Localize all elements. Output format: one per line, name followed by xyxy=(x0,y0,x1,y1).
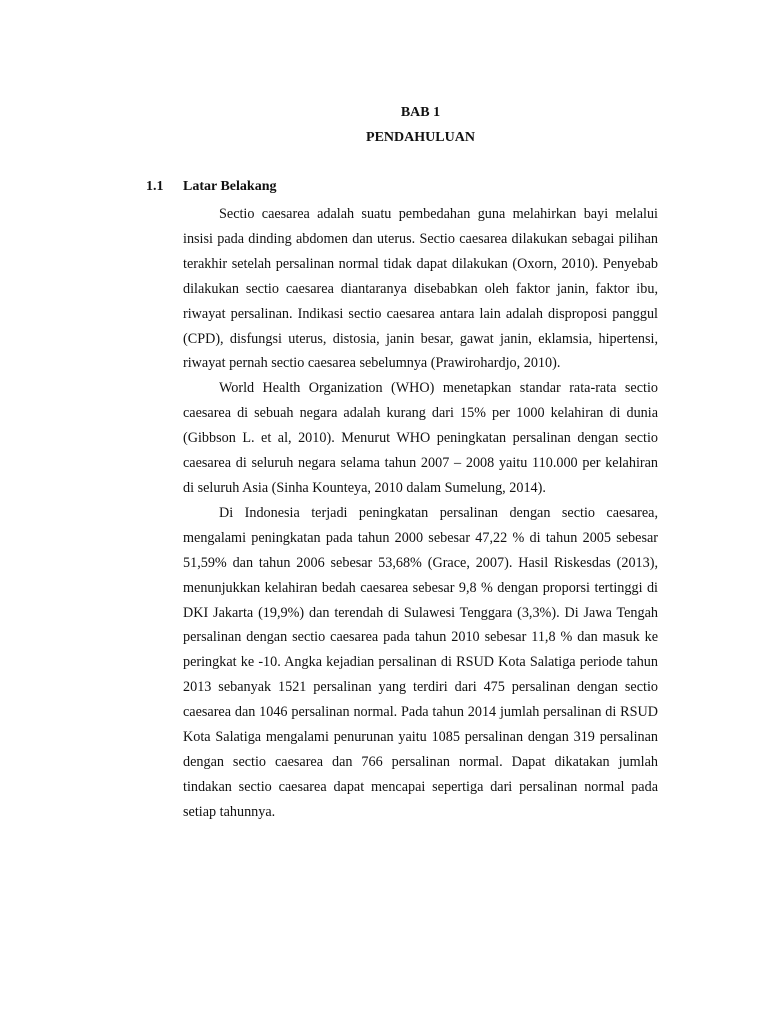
chapter-title: PENDAHULUAN xyxy=(366,130,475,145)
paragraph-1: Sectio caesarea adalah suatu pembedahan guna melahirkan bayi melalui insisi pada dinding abdomen dan uterus. Sectio caesarea dilakukan sebagai pilihan terakhir setelah persalinan normal tidak dapat dilakukan (Oxorn, 2010). Penyebab dilakukan sectio caesarea diantaranya disebabkan oleh faktor janin, faktor ibu, riwayat persalinan. Indikasi sectio caesarea antara lain adalah disproposi panggul (CPD), disfungsi uterus, distosia, janin besar, gawat janin, eklamsia, hipertensi, riwayat pernah sectio caesarea sebelumnya (Prawirohardjo, 2010). xyxy=(183,206,658,372)
section-number: 1.1 xyxy=(146,179,164,194)
section-heading xyxy=(146,177,276,197)
chapter-number: BAB 1 xyxy=(400,105,441,120)
body-text xyxy=(183,202,658,825)
paragraph-2: World Health Organization (WHO) menetapkan standar rata-rata sectio caesarea di sebuah negara adalah kurang dari 15% per 1000 kelahiran di dunia (Gibbson L. et al, 2010). Menurut WHO peningkatan persalinan dengan sectio caesarea di seluruh negara selama tahun 2007 – 2008 yaitu 110.000 per kelahiran di seluruh Asia (Sinha Kounteya, 2010 dalam Sumelung, 2014). xyxy=(183,380,658,496)
section-title: Latar Belakang xyxy=(183,179,277,194)
paragraph-3: Di Indonesia terjadi peningkatan persalinan dengan sectio caesarea, mengalami peningkatan pada tahun 2000 sebesar 47,22 % di tahun 2005 sebesar 51,59% dan tahun 2006 sebesar 53,68% (Grace, 2007). Hasil Riskesdas (2013), menunjukkan kelahiran bedah caesarea sebesar 9,8 % dengan proporsi tertinggi di DKI Jakarta (19,9%) dan terendah di Sulawesi Tenggara (3,3%). Di Jawa Tengah persalinan dengan sectio caesarea pada tahun 2010 sebesar 11,8 % dan masuk ke peringkat ke -10. Angka kejadian persalinan di RSUD Kota Salatiga periode tahun 2013 sebanyak 1521 persalinan yang terdiri dari 475 persalinan dengan sectio caesarea dan 1046 persalinan normal. Pada tahun 2014 jumlah persalinan di RSUD Kota Salatiga mengalami penurunan yaitu 1085 persalinan dengan 319 persalinan dengan sectio caesarea dan 766 persalinan normal. Dapat dikatakan jumlah tindakan sectio caesarea dapat mencapai sepertiga dari persalinan normal pada setiap tahunnya. xyxy=(183,504,658,820)
